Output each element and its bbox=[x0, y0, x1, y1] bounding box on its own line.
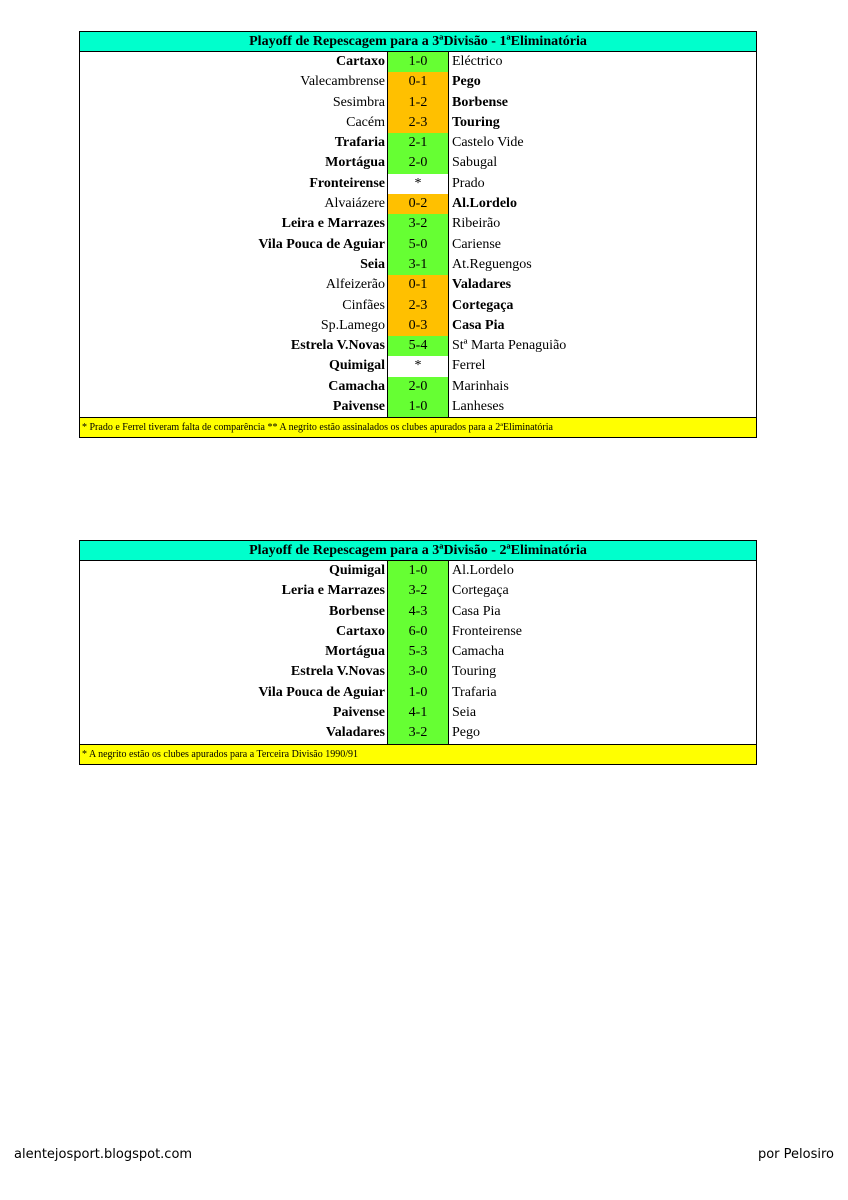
match-row bbox=[80, 683, 756, 703]
home-team: Fronteirense bbox=[309, 175, 385, 191]
match-row bbox=[80, 133, 756, 153]
away-team: Pego bbox=[452, 74, 481, 90]
match-score: 4-3 bbox=[387, 602, 449, 622]
match-score: 1-0 bbox=[387, 397, 449, 417]
match-row bbox=[80, 703, 756, 723]
match-score: 2-1 bbox=[387, 133, 449, 153]
away-team: Cortegaça bbox=[452, 583, 509, 599]
match-score: 3-2 bbox=[387, 723, 449, 743]
away-team: Cariense bbox=[452, 236, 501, 252]
away-team: Cortegaça bbox=[452, 297, 514, 313]
match-score: * bbox=[387, 174, 449, 194]
away-team: At.Reguengos bbox=[452, 256, 532, 272]
match-score: 1-0 bbox=[387, 561, 449, 581]
home-team: Mortágua bbox=[325, 155, 385, 171]
match-score: 6-0 bbox=[387, 622, 449, 642]
second-round-table bbox=[79, 540, 757, 765]
match-row bbox=[80, 194, 756, 214]
home-team: Cacém bbox=[346, 114, 385, 130]
match-row bbox=[80, 397, 756, 417]
away-team: Al.Lordelo bbox=[452, 563, 514, 578]
match-row bbox=[80, 642, 756, 662]
match-row bbox=[80, 662, 756, 682]
home-team: Vila Pouca de Aguiar bbox=[258, 236, 385, 252]
away-team: Touring bbox=[452, 114, 500, 130]
home-team: Alfeizerão bbox=[325, 277, 385, 293]
match-row bbox=[80, 622, 756, 642]
home-team: Mortágua bbox=[325, 644, 385, 660]
match-row bbox=[80, 316, 756, 336]
away-team: Casa Pia bbox=[452, 603, 501, 619]
away-team: Castelo Vide bbox=[452, 135, 524, 151]
away-team: Fronteirense bbox=[452, 623, 522, 639]
away-team: Seia bbox=[452, 705, 477, 721]
home-team: Valecambrense bbox=[300, 74, 385, 90]
match-score: 3-2 bbox=[387, 214, 449, 234]
home-team: Alvaiázere bbox=[324, 196, 385, 212]
first-round-title: Playoff de Repescagem para a 3ªDivisão - 1ªEliminatória bbox=[80, 32, 756, 52]
match-score: 5-3 bbox=[387, 642, 449, 662]
away-team: Al.Lordelo bbox=[452, 196, 517, 212]
match-score: 3-0 bbox=[387, 662, 449, 682]
home-team: Paivense bbox=[332, 705, 385, 721]
away-team: Borbense bbox=[452, 94, 508, 110]
match-row bbox=[80, 153, 756, 173]
home-team: Camacha bbox=[328, 378, 385, 394]
match-score: 2-0 bbox=[387, 377, 449, 397]
away-team: Trafaria bbox=[452, 684, 497, 700]
match-score: 5-0 bbox=[387, 235, 449, 255]
match-score: 1-2 bbox=[387, 93, 449, 113]
match-row bbox=[80, 255, 756, 275]
away-team: Stª Marta Penaguião bbox=[452, 338, 567, 354]
away-team: Casa Pia bbox=[452, 317, 505, 333]
home-team: Cartaxo bbox=[336, 54, 385, 69]
footer-author: por Pelosiro bbox=[757, 1147, 834, 1162]
second-round-title: Playoff de Repescagem para a 3ªDivisão - 2ªEliminatória bbox=[80, 541, 756, 561]
home-team: Estrela V.Novas bbox=[290, 338, 385, 354]
home-team: Cinfães bbox=[342, 297, 385, 313]
away-team: Eléctrico bbox=[452, 54, 503, 69]
match-row bbox=[80, 356, 756, 376]
match-row bbox=[80, 581, 756, 601]
match-score: 0-2 bbox=[387, 194, 449, 214]
first-round-note: * Prado e Ferrel tiveram falta de comparência ** A negrito estão assinalados os clubes apurados para a 2ªEliminatória bbox=[80, 417, 756, 437]
footer-blog-url: alentejosport.blogspot.com bbox=[14, 1147, 193, 1162]
match-row bbox=[80, 336, 756, 356]
match-row bbox=[80, 72, 756, 92]
match-row bbox=[80, 561, 756, 581]
home-team: Cartaxo bbox=[336, 623, 385, 639]
match-score: 4-1 bbox=[387, 703, 449, 723]
home-team: Leira e Marrazes bbox=[281, 216, 385, 232]
match-score: 2-0 bbox=[387, 153, 449, 173]
match-score: 3-1 bbox=[387, 255, 449, 275]
home-team: Borbense bbox=[329, 603, 385, 619]
match-score: 2-3 bbox=[387, 113, 449, 133]
match-row bbox=[80, 235, 756, 255]
home-team: Vila Pouca de Aguiar bbox=[258, 684, 385, 700]
away-team: Ferrel bbox=[452, 358, 486, 374]
home-team: Quimigal bbox=[328, 563, 385, 578]
away-team: Valadares bbox=[452, 277, 512, 293]
home-team: Trafaria bbox=[334, 135, 385, 151]
home-team: Leria e Marrazes bbox=[281, 583, 385, 599]
away-team: Lanheses bbox=[452, 399, 505, 415]
match-score: 5-4 bbox=[387, 336, 449, 356]
away-team: Ribeirão bbox=[452, 216, 501, 232]
first-round-rows bbox=[80, 52, 756, 417]
match-score: 0-3 bbox=[387, 316, 449, 336]
match-row bbox=[80, 214, 756, 234]
match-row bbox=[80, 275, 756, 295]
home-team: Sp.Lamego bbox=[320, 317, 385, 333]
match-score: * bbox=[387, 356, 449, 376]
away-team: Pego bbox=[452, 725, 480, 741]
second-round-rows bbox=[80, 561, 756, 744]
away-team: Camacha bbox=[452, 644, 505, 660]
away-team: Prado bbox=[452, 175, 485, 191]
match-score: 2-3 bbox=[387, 296, 449, 316]
home-team: Quimigal bbox=[328, 358, 385, 374]
away-team: Touring bbox=[452, 664, 497, 680]
match-row bbox=[80, 723, 756, 743]
away-team: Sabugal bbox=[452, 155, 498, 171]
match-score: 1-0 bbox=[387, 683, 449, 703]
match-row bbox=[80, 602, 756, 622]
home-team: Sesimbra bbox=[332, 94, 385, 110]
match-score: 0-1 bbox=[387, 72, 449, 92]
home-team: Valadares bbox=[325, 725, 385, 741]
match-score: 1-0 bbox=[387, 52, 449, 72]
match-score: 0-1 bbox=[387, 275, 449, 295]
home-team: Seia bbox=[360, 256, 385, 272]
match-row bbox=[80, 377, 756, 397]
away-team: Marinhais bbox=[452, 378, 509, 394]
match-row bbox=[80, 296, 756, 316]
home-team: Estrela V.Novas bbox=[290, 664, 385, 680]
home-team: Paivense bbox=[332, 399, 385, 415]
match-row bbox=[80, 93, 756, 113]
match-row bbox=[80, 113, 756, 133]
match-row bbox=[80, 174, 756, 194]
first-round-table bbox=[79, 31, 757, 438]
match-score: 3-2 bbox=[387, 581, 449, 601]
match-row bbox=[80, 52, 756, 72]
second-round-note: * A negrito estão os clubes apurados para a Terceira Divisão 1990/91 bbox=[80, 744, 756, 764]
